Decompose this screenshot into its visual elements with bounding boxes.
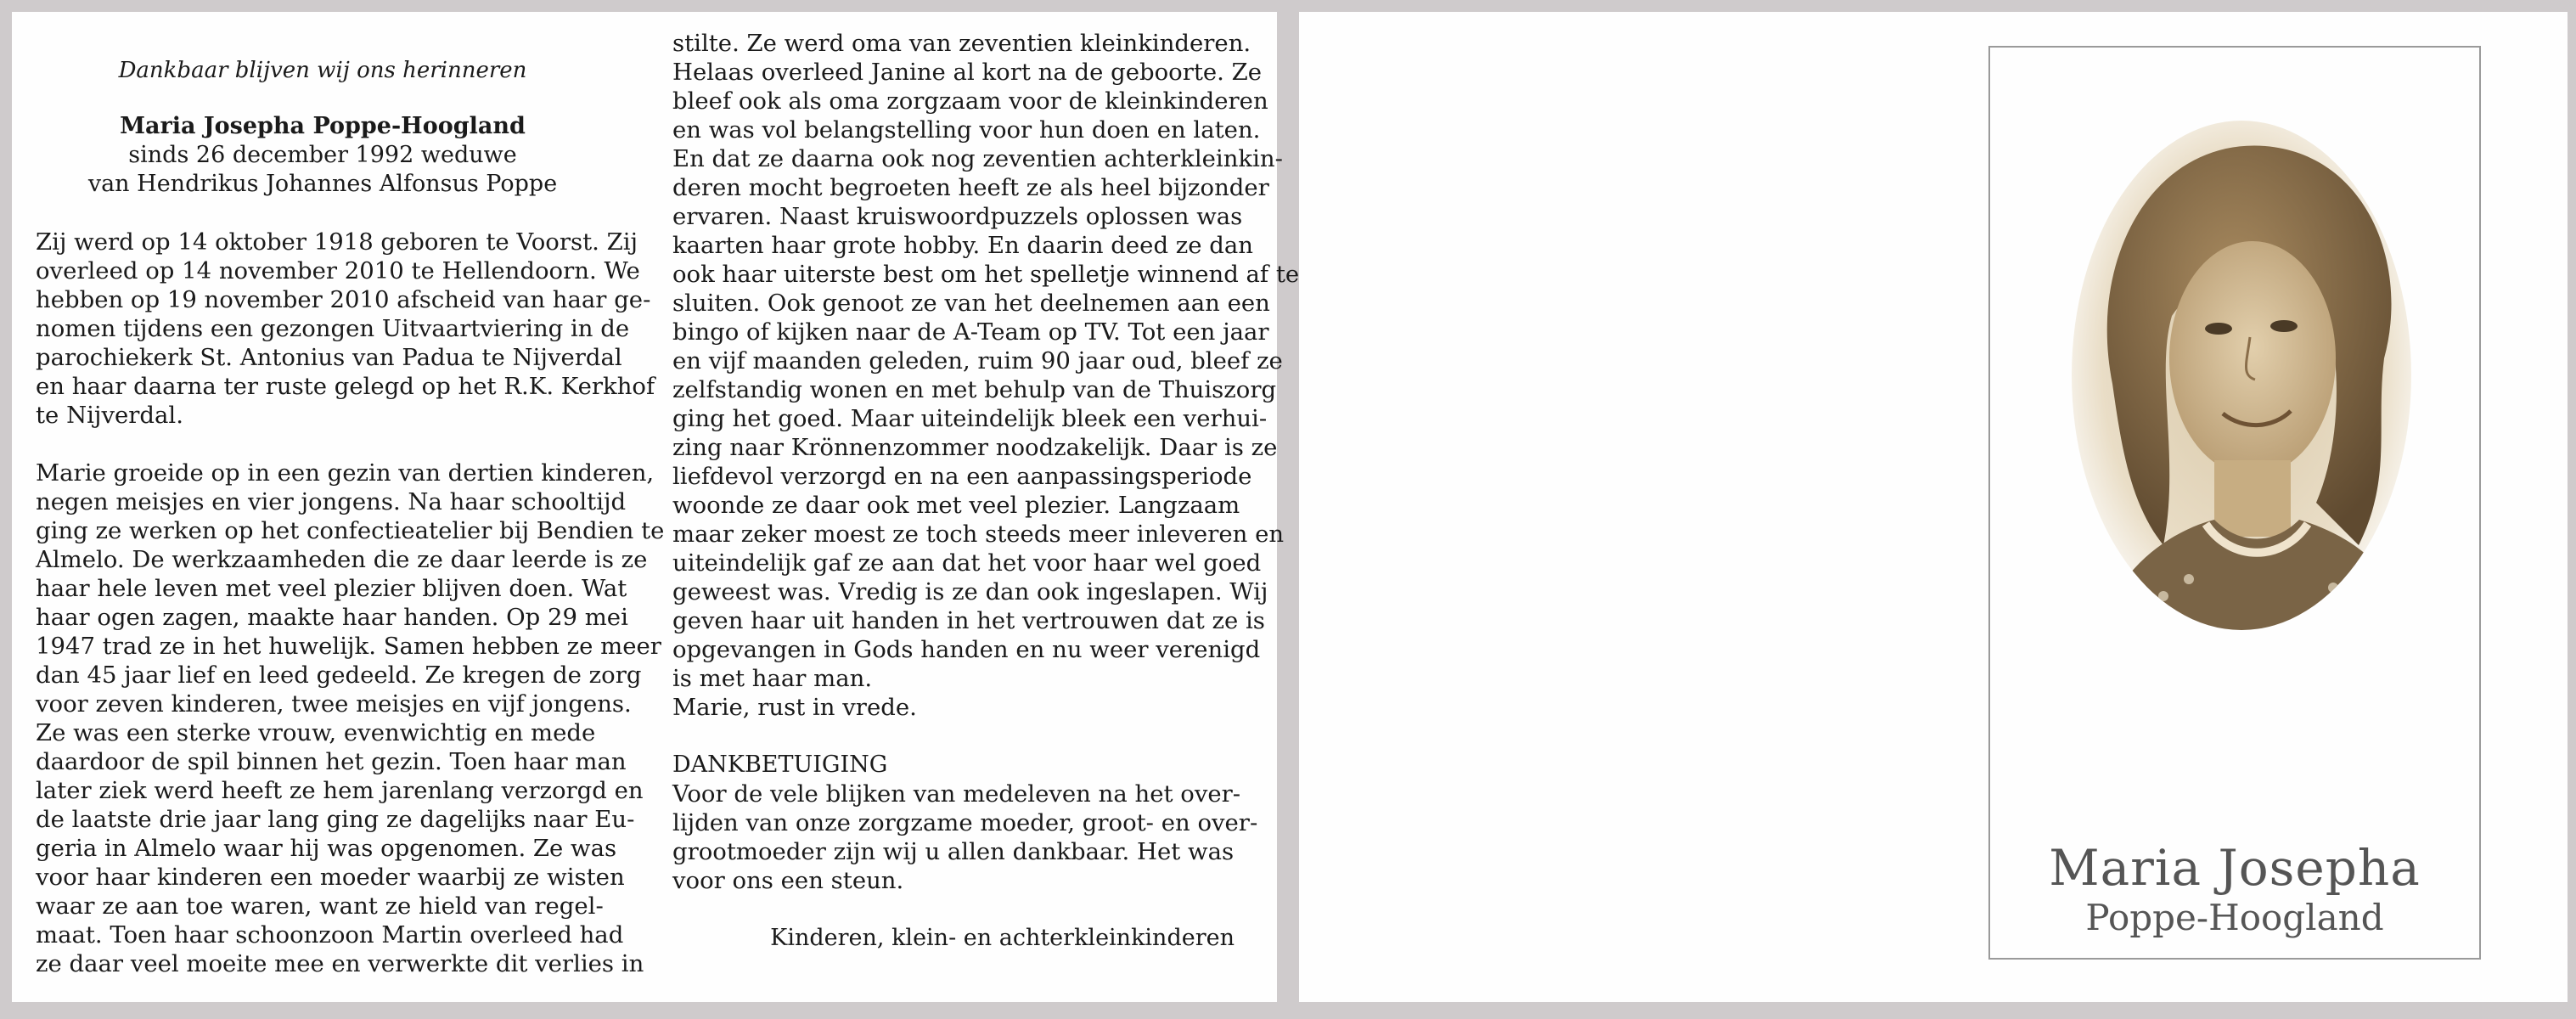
- portrait-photo: [2061, 104, 2421, 647]
- card-name-last: Poppe-Hoogland: [2085, 897, 2384, 938]
- signature: Kinderen, klein- en achterkleinkinderen: [770, 925, 1235, 951]
- text-line: voor haar kinderen een moeder waarbij ze wisten: [36, 864, 625, 891]
- text-line: Ze was een sterke vrouw, evenwichtig en mede: [36, 719, 596, 746]
- text-line: parochiekerk St. Antonius van Padua te Nijverdal: [36, 344, 622, 371]
- text-line: deren mocht begroeten heeft ze als heel bijzonder: [672, 174, 1269, 201]
- text-line: ervaren. Naast kruiswoordpuzzels oplossen was: [672, 203, 1243, 230]
- text-line: nomen tijdens een gezongen Uitvaartviering in de: [36, 315, 630, 342]
- text-line: 1947 trad ze in het huwelijk. Samen hebben ze meer: [36, 633, 661, 660]
- text-line: lijden van onze zorgzame moeder, groot- en over-: [672, 809, 1258, 836]
- text-line: te Nijverdal.: [36, 402, 183, 429]
- text-line: kaarten haar grote hobby. En daarin deed ze dan: [672, 232, 1254, 259]
- left-page: [12, 12, 1300, 1002]
- text-line: geweest was. Vredig is ze dan ook ingeslapen. Wij: [672, 578, 1268, 605]
- text-line: haar hele leven met veel plezier blijven doen. Wat: [36, 575, 627, 602]
- text-line: Marie, rust in vrede.: [672, 694, 917, 721]
- intro-block: [36, 58, 610, 199]
- text-line: ook haar uiterste best om het spelletje winnend af te: [672, 261, 1300, 288]
- text-line: zing naar Krönnenzommer noodzakelijk. Daar is ze: [672, 434, 1278, 461]
- text-line: ze daar veel moeite mee en verwerkte dit verlies in: [36, 950, 644, 977]
- husband-line: van Hendrikus Johannes Alfonsus Poppe: [87, 171, 558, 197]
- text-line: later ziek werd heeft ze hem jarenlang verzorgd en: [36, 777, 644, 804]
- deceased-name: Maria Josepha Poppe-Hoogland: [120, 113, 526, 139]
- text-line: voor zeven kinderen, twee meisjes en vijf jongens.: [36, 690, 632, 718]
- paragraph-later-life: [672, 29, 1300, 722]
- text-line: geria in Almelo waar hij was opgenomen. Ze was: [36, 835, 617, 862]
- text-line: liefdevol verzorgd en na een aanpassingsperiode: [672, 463, 1252, 490]
- text-line: en was vol belangstelling voor hun doen en laten.: [672, 116, 1261, 144]
- text-line: waar ze aan toe waren, want ze hield van regel-: [36, 892, 604, 920]
- text-column-left: [36, 58, 665, 978]
- text-line: geven haar uit handen in het vertrouwen dat ze is: [672, 607, 1265, 634]
- text-line: Helaas overleed Janine al kort na de geboorte. Ze: [672, 59, 1263, 86]
- text-line: En dat ze daarna ook nog zeventien achterkleinkin-: [672, 145, 1283, 172]
- text-line: daardoor de spil binnen het gezin. Toen haar man: [36, 748, 627, 775]
- widow-line: sinds 26 december 1992 weduwe: [128, 142, 517, 168]
- text-line: dan 45 jaar lief en leed gedeeld. Ze kregen de zorg: [36, 662, 642, 689]
- text-line: voor ons een steun.: [672, 867, 904, 894]
- text-line: bingo of kijken naar de A-Team op TV. Tot een jaar: [672, 318, 1269, 346]
- text-line: bleef ook als oma zorgzaam voor de kleinkinderen: [672, 87, 1268, 115]
- text-line: de laatste drie jaar lang ging ze dagelijks naar Eu-: [36, 806, 635, 833]
- text-line: overleed op 14 november 2010 te Hellendoorn. We: [36, 257, 640, 284]
- paragraph-birth-death: [36, 228, 655, 430]
- text-line: Voor de vele blijken van medeleven na het over-: [672, 780, 1241, 808]
- text-line: Almelo. De werkzaamheden die ze daar leerde is ze: [36, 546, 648, 573]
- text-column-right: [672, 30, 1300, 953]
- text-line: is met haar man.: [672, 665, 873, 692]
- text-line: en vijf maanden geleden, ruim 90 jaar oud, bleef ze: [672, 347, 1283, 374]
- text-line: opgevangen in Gods handen en nu weer verenigd: [672, 636, 1261, 663]
- text-line: en haar daarna ter ruste gelegd op het R.K. Kerkhof: [36, 373, 655, 400]
- text-line: negen meisjes en vier jongens. Na haar schooltijd: [36, 488, 627, 515]
- intro-line: Dankbaar blijven wij ons herinneren: [118, 58, 527, 83]
- text-line: maat. Toen haar schoonzoon Martin overleed had: [36, 921, 624, 949]
- text-line: hebben op 19 november 2010 afscheid van haar ge-: [36, 286, 651, 313]
- text-line: sluiten. Ook genoot ze van het deelnemen aan een: [672, 290, 1270, 317]
- text-line: stilte. Ze werd oma van zeventien kleinkinderen.: [672, 30, 1251, 57]
- text-line: zelfstandig wonen en met behulp van de Thuiszorg: [672, 376, 1277, 403]
- text-line: Marie groeide op in een gezin van dertien kinderen,: [36, 459, 655, 487]
- dankbetuiging-title: DANKBETUIGING: [672, 752, 888, 778]
- right-page: [1299, 12, 2568, 1002]
- text-line: uiteindelijk gaf ze aan dat het voor haar wel goed: [672, 549, 1262, 577]
- text-line: haar ogen zagen, maakte haar handen. Op 29 mei: [36, 604, 628, 631]
- text-line: ging het goed. Maar uiteindelijk bleek een verhui-: [672, 405, 1268, 432]
- dankbetuiging-text: [672, 780, 1258, 895]
- portrait-image: [2061, 104, 2421, 647]
- text-line: grootmoeder zijn wij u allen dankbaar. Het was: [672, 838, 1235, 865]
- text-line: Zij werd op 14 oktober 1918 geboren te Voorst. Zij: [36, 228, 638, 256]
- card-name-first: Maria Josepha: [2049, 839, 2421, 897]
- text-line: ging ze werken op het confectieatelier bij Bendien te: [36, 517, 665, 544]
- text-line: maar zeker moest ze toch steeds meer inleveren en: [672, 521, 1285, 548]
- memorial-card: [1988, 46, 2481, 960]
- text-line: woonde ze daar ook met veel plezier. Langzaam: [672, 492, 1240, 519]
- paragraph-life: [36, 459, 665, 978]
